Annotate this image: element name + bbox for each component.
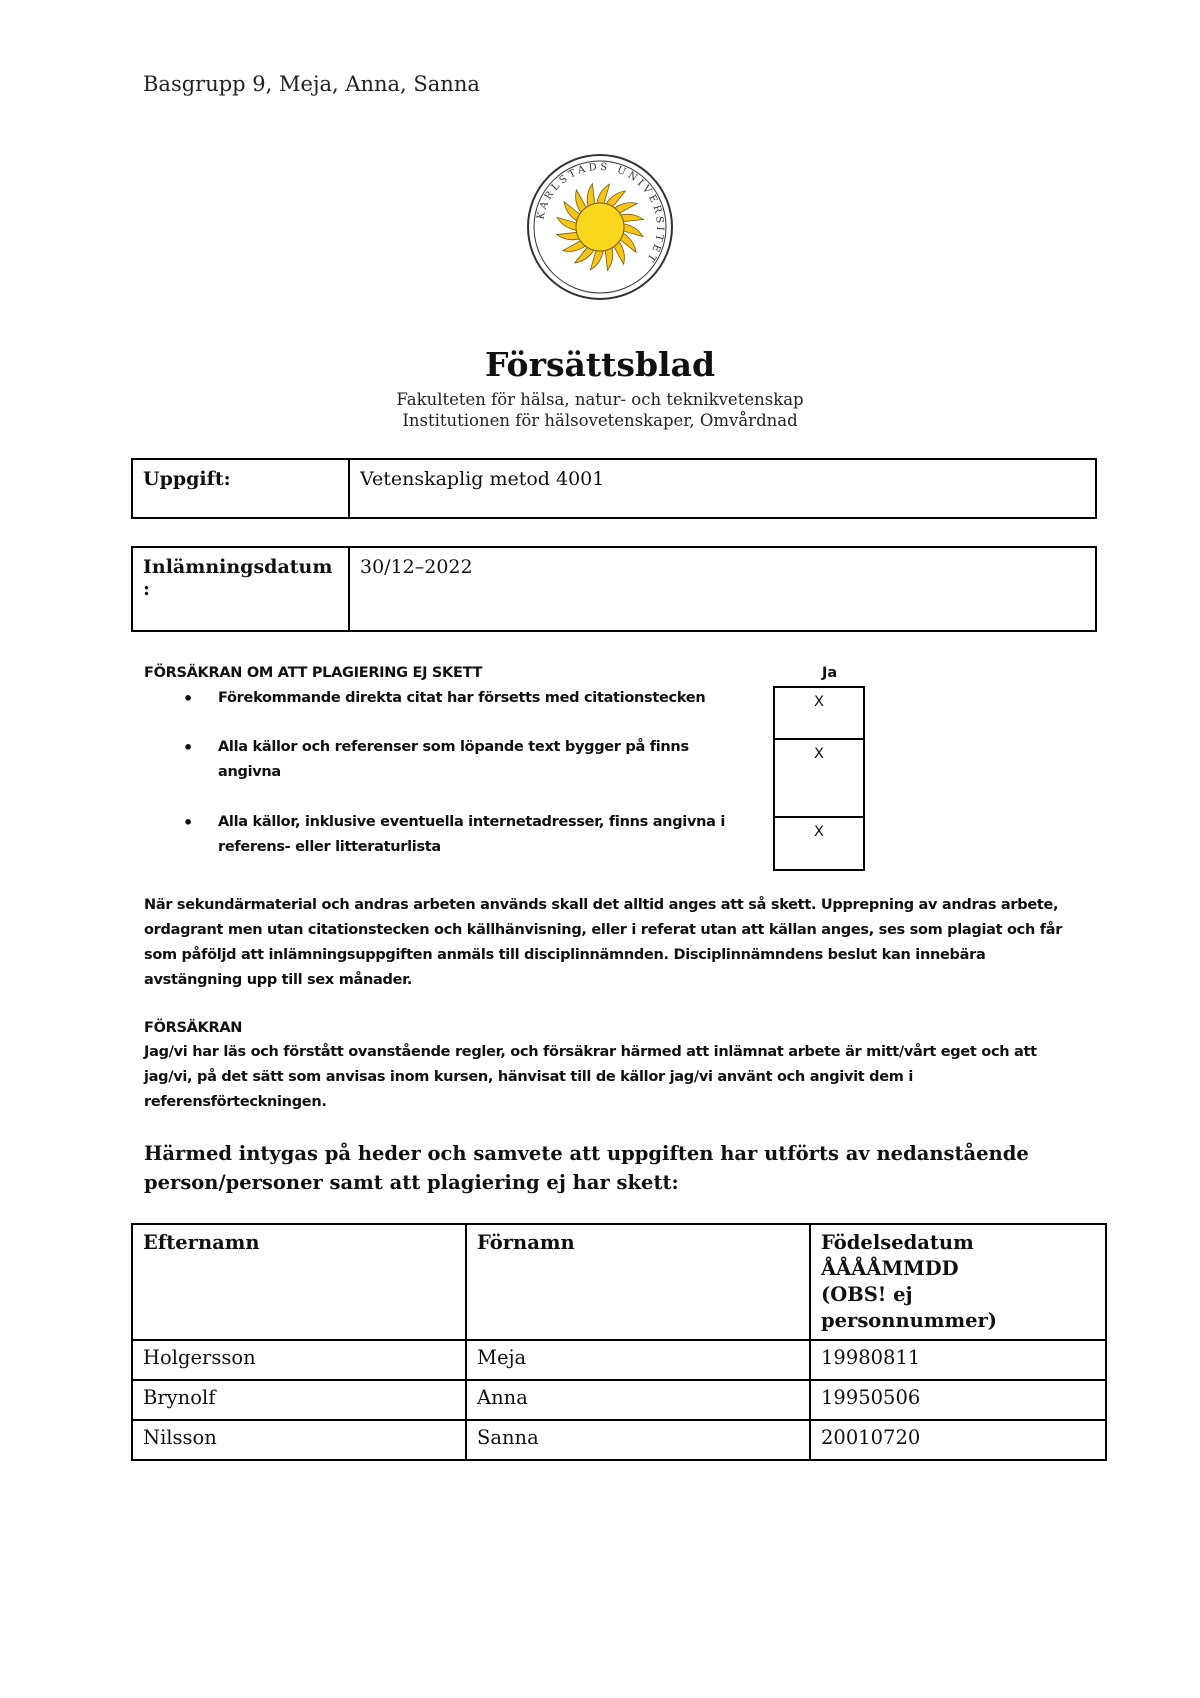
last-name-cell: Brynolf	[132, 1380, 466, 1420]
header-birth-date	[810, 1224, 1106, 1340]
birth-date-cell: 19950506	[810, 1380, 1106, 1420]
submission-label-text: Inlämningsdatum	[143, 556, 333, 578]
assurance-title: FÖRSÄKRAN	[144, 1020, 243, 1036]
first-name-cell: Meja	[466, 1340, 810, 1380]
header-group-names: Basgrupp 9, Meja, Anna, Sanna	[143, 72, 480, 96]
declaration-item: • Alla källor och referenser som löpande text bygger på finns angivna	[170, 735, 735, 810]
submission-label	[132, 547, 349, 631]
declaration-list	[170, 686, 735, 860]
table-row	[132, 1420, 1106, 1460]
declaration-item: • Förekommande direkta citat har försetts med citationstecken	[170, 686, 735, 735]
affirmation-text: Härmed intygas på heder och samvete att uppgiften har utförts av nedanstående person/personer samt att plagiering ej har skett:	[144, 1142, 1029, 1194]
header-last-name: Efternamn	[132, 1224, 466, 1340]
yes-column-header: Ja	[822, 665, 838, 681]
submission-date: 30/12–2022	[349, 547, 1096, 631]
first-name-cell: Sanna	[466, 1420, 810, 1460]
submission-label-colon: :	[143, 578, 151, 600]
plagiarism-warning: När sekundärmaterial och andras arbeten används skall det alltid anges att så skett. Upprepning av andras arbete, ordagrant men utan citationstecken och källhänvisning, eller i referat utan att källan anges, ses som plagiat och får som påföljd att inlämningsuppgiften anmäls till disciplinnämnden. Disciplinnämndens beslut kan innebära avstängning upp till sex månader.	[144, 897, 1063, 988]
check-mark: X	[774, 739, 864, 817]
birth-date-cell: 19980811	[810, 1340, 1106, 1380]
table-row	[132, 1380, 1106, 1420]
logo-ring-text: KARLSTADS UNIVERSITET	[535, 161, 666, 266]
faculty-line: Fakulteten för hälsa, natur- och teknikvetenskap	[396, 390, 804, 409]
assignment-label: Uppgift:	[132, 459, 349, 518]
birth-header-line3: (OBS! ej personnummer)	[821, 1283, 998, 1332]
birth-header-line1: Födelsedatum	[821, 1231, 974, 1254]
submission-table	[131, 546, 1097, 632]
birth-header-line2: ÅÅÅÅMMDD	[821, 1257, 959, 1280]
birth-date-cell: 20010720	[810, 1420, 1106, 1460]
checkbox-table	[773, 686, 865, 871]
header-first-name: Förnamn	[466, 1224, 810, 1340]
institution-line: Institutionen för hälsovetenskaper, Omvårdnad	[402, 411, 798, 430]
assurance-text: Jag/vi har läs och förstått ovanstående regler, och försäkrar härmed att inlämnat arbete är mitt/vårt eget och att jag/vi, på det sätt som anvisas inom kursen, hänvisat till de källor jag/vi använt och angivit dem i referensförteckningen.	[144, 1044, 1037, 1110]
university-logo	[525, 152, 675, 302]
first-name-cell: Anna	[466, 1380, 810, 1420]
assignment-value: Vetenskaplig metod 4001	[349, 459, 1096, 518]
assignment-table	[131, 458, 1097, 519]
last-name-cell: Holgersson	[132, 1340, 466, 1380]
last-name-cell: Nilsson	[132, 1420, 466, 1460]
check-mark: X	[774, 817, 864, 870]
check-mark: X	[774, 687, 864, 739]
page-title: Försättsblad	[484, 345, 716, 384]
declaration-item: • Alla källor, inklusive eventuella internetadresser, finns angivna i referens- eller litteraturlista	[170, 810, 735, 860]
people-table	[131, 1223, 1107, 1461]
declaration-title: FÖRSÄKRAN OM ATT PLAGIERING EJ SKETT	[144, 665, 483, 681]
table-row	[132, 1340, 1106, 1380]
